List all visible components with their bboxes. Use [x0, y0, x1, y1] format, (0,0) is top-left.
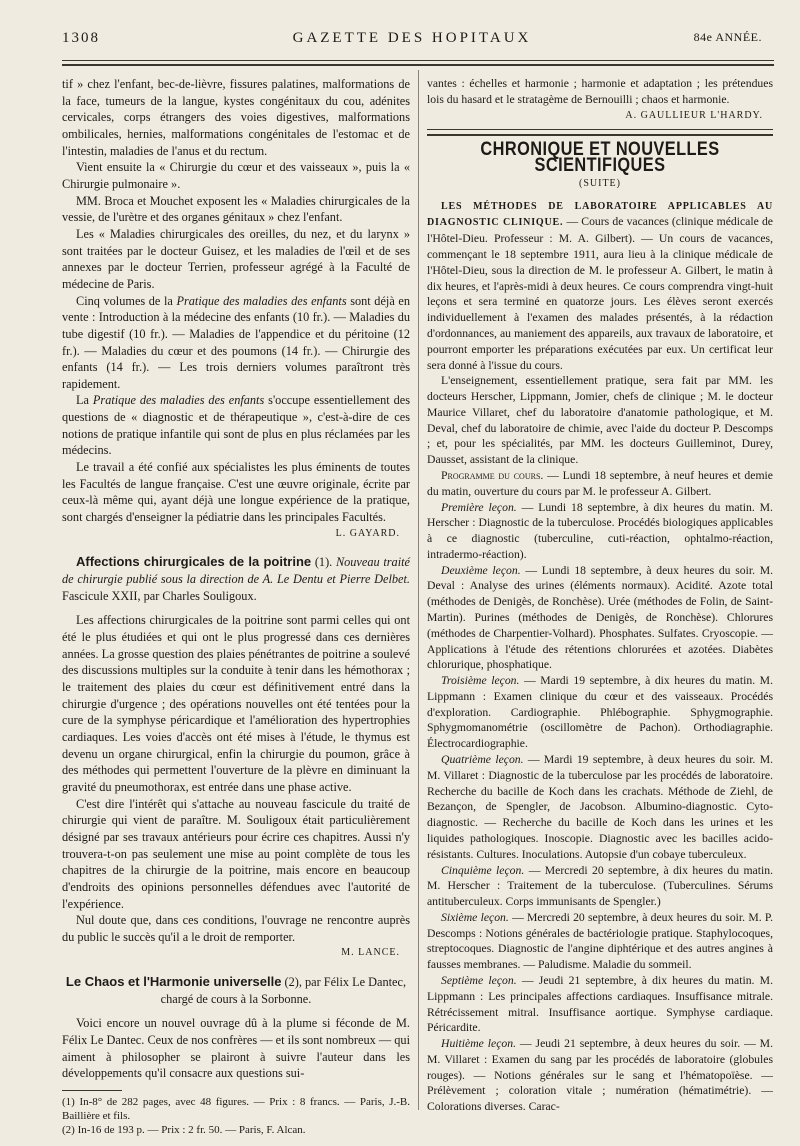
lesson-label: Cinquième leçon. — [441, 863, 525, 877]
lesson-label: Deuxième leçon. — [441, 563, 521, 577]
paragraph: tif » chez l'enfant, bec-de-lièvre, fissures palatines, malformations de la face, tumeurs de la langue, kystes congénitaux du cou, adénites cervicales, corps étrangers des voies digestives, malformations ombilicales, hernies, malformations congénitales de l'estomac et de l'intestin, maladies de l'anus et du rectum. — [62, 77, 410, 158]
text-run: — Mardi 19 septembre, à deux heures du soir. M. M. Villaret : Diagnostic de la tuberculose par les procédés de laboratoire. Recherche du bacille de Koch dans les crachats. Méthode de Ziehl, de Bezançon, de Spengler, de Jacobson. Albumino-diagnostic. Cyto-diagnostic. — Recherche du bacille de Koch dans les urines et les liquides pathologiques. Inoscopie. Diagnostic avec les bacilles acido-résistants. Cultures. Inoculations. Autopsie d'un cobaye tuberculeux. — [427, 753, 774, 861]
left-column — [62, 76, 410, 1137]
header-rule-top — [62, 60, 774, 61]
text-run: — Mercredi 20 septembre, à deux heures du soir. M. P. Descomps : Notions générales de bactériologie pratique. Staphylocoques, streptocoques. Diagnostic de l'angine diphtérique et des autres angines à fausses membranes. — Paludisme. Maladie du sommeil. — [427, 910, 774, 972]
right-column — [427, 76, 773, 1115]
text-run: La — [76, 393, 93, 408]
paragraph: Vient ensuite la « Chirurgie du cœur et des vaisseaux », puis la « Chirurgie pulmonaire ». — [62, 160, 410, 191]
signature: L. GAYARD. — [335, 527, 400, 539]
text-run: s'occupe essentiellement des questions de « diagnostic et de thérapeutique », c'est-à-dire de ces notions de pratique infantile qui sont de plus en plus réclamées par les médecins. — [62, 393, 411, 458]
review-title: Le Chaos et l'Harmonie universelle — [65, 974, 282, 990]
review-heading — [62, 554, 410, 604]
text-run: Cinq volumes de la — [76, 293, 177, 308]
lesson-entry — [427, 752, 773, 862]
lesson-label: Première leçon. — [441, 500, 517, 514]
paragraph: C'est dire l'intérêt qui s'attache au nouveau fascicule du traité de chirurgie qui vient de paraître. M. Souligoux était particulièrement désigné par ses travaux antérieurs pour écrire ces chapitres. Aussi n'y trouvera-t-on pas seulement une mise au point complète de tous les chapitres de la chirurgie de la poitrine, mais encore en beaucoup d'endroits des opinions personnelles défendues avec l'autorité de l'expérience. — [62, 796, 410, 911]
lesson-entry — [427, 673, 773, 752]
journal-title: GAZETTE DES HOPITAUX — [292, 30, 532, 46]
text-run: — Lundi 18 septembre, à dix heures du matin. M. Herscher : Diagnostic de la tuberculose. Procédés biologiques applicables à ce diagnostic (tuberculine, cuti-réaction, ophtalmo-réaction, intradermo-réaction). — [427, 500, 773, 561]
text-run: — Jeudi 21 septembre, à dix heures du matin. M. Lippmann : Les principales affections cardiaques. Insuffisance mitrale. Rétrécissement mitral. Insuffisance aortique. Symphyse cardiaque. Péricardite. — [427, 973, 773, 1035]
paragraph: L'enseignement, essentiellement pratique, sera fait par MM. les docteurs Herscher, Lippmann, Jomier, chefs de clinique ; M. le docteur Maurice Villaret, chef du laboratoire d'anatomie pathologique, et M. Deval, chef du laboratoire de chimie, avec l'aide du docteur P. Descomps ; et, pour les spécialités, par MM. les docteurs Guilleminot, Durey, Dausset, assistant de la clinique. — [427, 374, 773, 467]
paragraph: vantes : échelles et harmonie ; harmonie et adaptation ; les prétendues lois du hasard et le stratagème de Bernouilli ; chaos et harmonie. — [427, 77, 773, 106]
review-subtitle: Nouveau traité de chirurgie publié sous la direction de A. Le Dentu et Pierre Delbet. — [62, 555, 410, 587]
lesson-entry — [427, 563, 773, 673]
lesson-entry — [427, 910, 773, 973]
text-run: — Lundi 18 septembre, à neuf heures et demie du matin, ouverture du cours par M. le professeur A. Gilbert. — [427, 468, 773, 498]
lesson-label: Septième leçon. — [441, 973, 517, 987]
text-run: (2), par Félix Le Dantec, chargé de cours à la Sorbonne. — [160, 975, 407, 1006]
lesson-entry — [427, 863, 773, 910]
paragraph — [62, 392, 410, 459]
year-label: 84e ANNÉE. — [693, 30, 762, 44]
book-title: Pratique des maladies des enfants — [176, 293, 347, 308]
page-header — [62, 30, 762, 54]
page-number: 1308 — [62, 30, 100, 46]
lesson-entry — [427, 1036, 773, 1115]
column-separator — [418, 70, 419, 1110]
paragraph — [62, 293, 410, 393]
review-title: Affections chirurgicales de la poitrine — [76, 554, 312, 570]
lesson-entry — [427, 973, 773, 1036]
paragraph: Nul doute que, dans ces conditions, l'ouvrage ne rencontre auprès du public le succès qu'il a le droit de remporter. — [62, 913, 410, 944]
lesson-label: Huitième leçon. — [441, 1037, 516, 1051]
text-run: — Jeudi 21 septembre, à deux heures du soir. — M. M. Villaret : Examen du sang par les procédés de laboratoire (globules rouges). — Notions générales sur le sang et l'hématopoïèse. — Prélèvement ; coloration vitale ; numération (hématimétrie). — Colorations diverses. Carac- — [427, 1037, 773, 1114]
subsection-heading: LES MÉTHODES DE LABORATOIRE APPLICABLES AU DIAGNOSTIC CLINIQUE. — [427, 200, 773, 229]
paragraph — [427, 198, 773, 374]
footnote: (2) In-16 de 193 p. — Prix : 2 fr. 50. — Paris, F. Alcan. — [62, 1124, 306, 1137]
paragraph — [427, 468, 773, 500]
section-title: CHRONIQUE ET NOUVELLES SCIENTIFIQUES — [480, 139, 720, 177]
footnote-rule — [62, 1090, 122, 1091]
footnote: (1) In-8° de 282 pages, avec 48 figures. — Prix : 8 francs. — Paris, J.-B. Baillière et fils. — [62, 1096, 410, 1123]
paragraph: Voici encore un nouvel ouvrage dû à la plume si féconde de M. Félix Le Dantec. Ceux de nos confrères — et ils sont nombreux — qui aiment à philosopher se plairont à suivre l'auteur dans les développements qu'il consacre aux questions sui- — [62, 1016, 410, 1081]
text-run: — Mercredi 20 septembre, à dix heures du matin. M. Herscher : Traitement de la tuberculose. (Tuberculines. Sérums antituberculeux. Corps immunisants de Spengler.) — [427, 863, 773, 909]
text-run: — Cours de vacances (clinique médicale de l'Hôtel-Dieu. Professeur : M. A. Gilbert). — Un cours de vacances, commençant le 18 septembre 1911, aura lieu à la clinique médicale de l'Hôtel-Dieu, sous la direction de M. le professeur A. Gilbert, le matin à dix heures, et l'après-midi à deux heures. Ce cours comprendra vingt-huit leçons et sera terminé en quatorze jours. Les élèves seront exercés individuellement à l'examen des malades présentés, à la rédaction d'ordonnances, au maniement des appareils, aux travaux de laboratoire, et pourront emporter les préparations exécutées par eux. Un certificat leur sera donné à l'issue du cours. — [427, 215, 773, 372]
paragraph: Les « Maladies chirurgicales des oreilles, du nez, et du larynx » sont traitées par le docteur Guisez, et les maladies de l'œil et de ses annexes par le docteur Terrien, professeur agrégé à la Faculté de médecine de Paris. — [62, 226, 410, 291]
signature: M. LANCE. — [341, 947, 400, 959]
header-rule-bottom — [62, 64, 774, 66]
footnote-ref: (1). — [311, 555, 336, 570]
subsection-heading: Programme du cours. — [441, 468, 544, 482]
paragraph: MM. Broca et Mouchet exposent les « Maladies chirurgicales de la vessie, de l'urètre et des organes génitaux » chez l'enfant. — [62, 193, 410, 225]
paragraph: Le travail a été confié aux spécialistes les plus éminents de toutes les Facultés de langue française. C'est une œuvre originale, écrite par ceux-là même qui, ayant déjà une longue expérience de la pratique, sont chargés d'enseigner la pédiatrie dans les principales Facultés. — [62, 460, 410, 525]
text-run: — Lundi 18 septembre, à deux heures du soir. M. Deval : Analyse des urines (éléments normaux). Acidité. Azote total (méthodes de Denigès, de Ronchèse). Urée (méthodes de Folin, de Saint-Martin). Purines (méthodes de Denigès, de Ronchèse). Chlorures (méthodes de Charpentier-Volhard). Phosphates. Sulfates. Cryoscopie. — Applications à l'étude des rétentions chlorurées et azotées. Diabètes chlorurique, phosphatique. — [427, 563, 774, 672]
lesson-label: Troisième leçon. — [441, 674, 520, 688]
paragraph: Les affections chirurgicales de la poitrine sont parmi celles qui ont été le plus étudiées et qui ont le plus progressé dans ces dernières années. La grosse question des plaies pénétrantes de poitrine a soulevé des discussions multiples sur la conduite à tenir dans les hémothorax ; le traitement des plaies du cœur est définitivement entré dans la chirurgie d'urgence ; des opérations nouvelles ont été tentées pour la cure de la symphyse péricardique et l'amélioration des hypertrophies cardiaques. Les voies d'accès ont été mises à l'étude, le thymus est devenu un organe chirurgical, enfin la chirurgie du poumon, grâce à des méthodes qui permettent l'ouverture de la plèvre en diminuant la gravité du pneumothorax, est entrée dans une phase active. — [62, 613, 410, 794]
text-run: Fascicule XXII, par Charles Souligoux. — [62, 588, 257, 603]
signature: A. GAULLIEUR L'HARDY. — [625, 109, 763, 121]
text-run: sont déjà en vente : Introduction à la médecine des enfants (10 fr.). — Maladies du tube digestif (10 fr.). — Maladies de l'appendice et du péritoine (12 fr.). — Maladies du cœur et des poumons (14 fr.). — Chirurgie des enfants (14 fr.). — Les trois derniers volumes paraîtront très rapidement. — [62, 293, 410, 391]
text-run: — Mardi 19 septembre, à dix heures du matin. M. Lippmann : Examen clinique du cœur et des vaisseaux. Procédés d'exploration. Cardiographie. Phlébographie. Sphygmographie. Sphygmomanométrie (oscillomètre de Pachon). Orthodiagraphie. Électrocardiographie. — [427, 674, 773, 751]
book-title: Pratique des maladies des enfants — [92, 393, 265, 408]
section-rule — [427, 129, 773, 136]
section-subtitle: (SUITE) — [579, 177, 621, 189]
review-heading — [62, 974, 410, 1007]
lesson-label: Quatrième leçon. — [441, 753, 524, 767]
lesson-label: Sixième leçon. — [441, 910, 509, 924]
lesson-entry — [427, 500, 773, 563]
